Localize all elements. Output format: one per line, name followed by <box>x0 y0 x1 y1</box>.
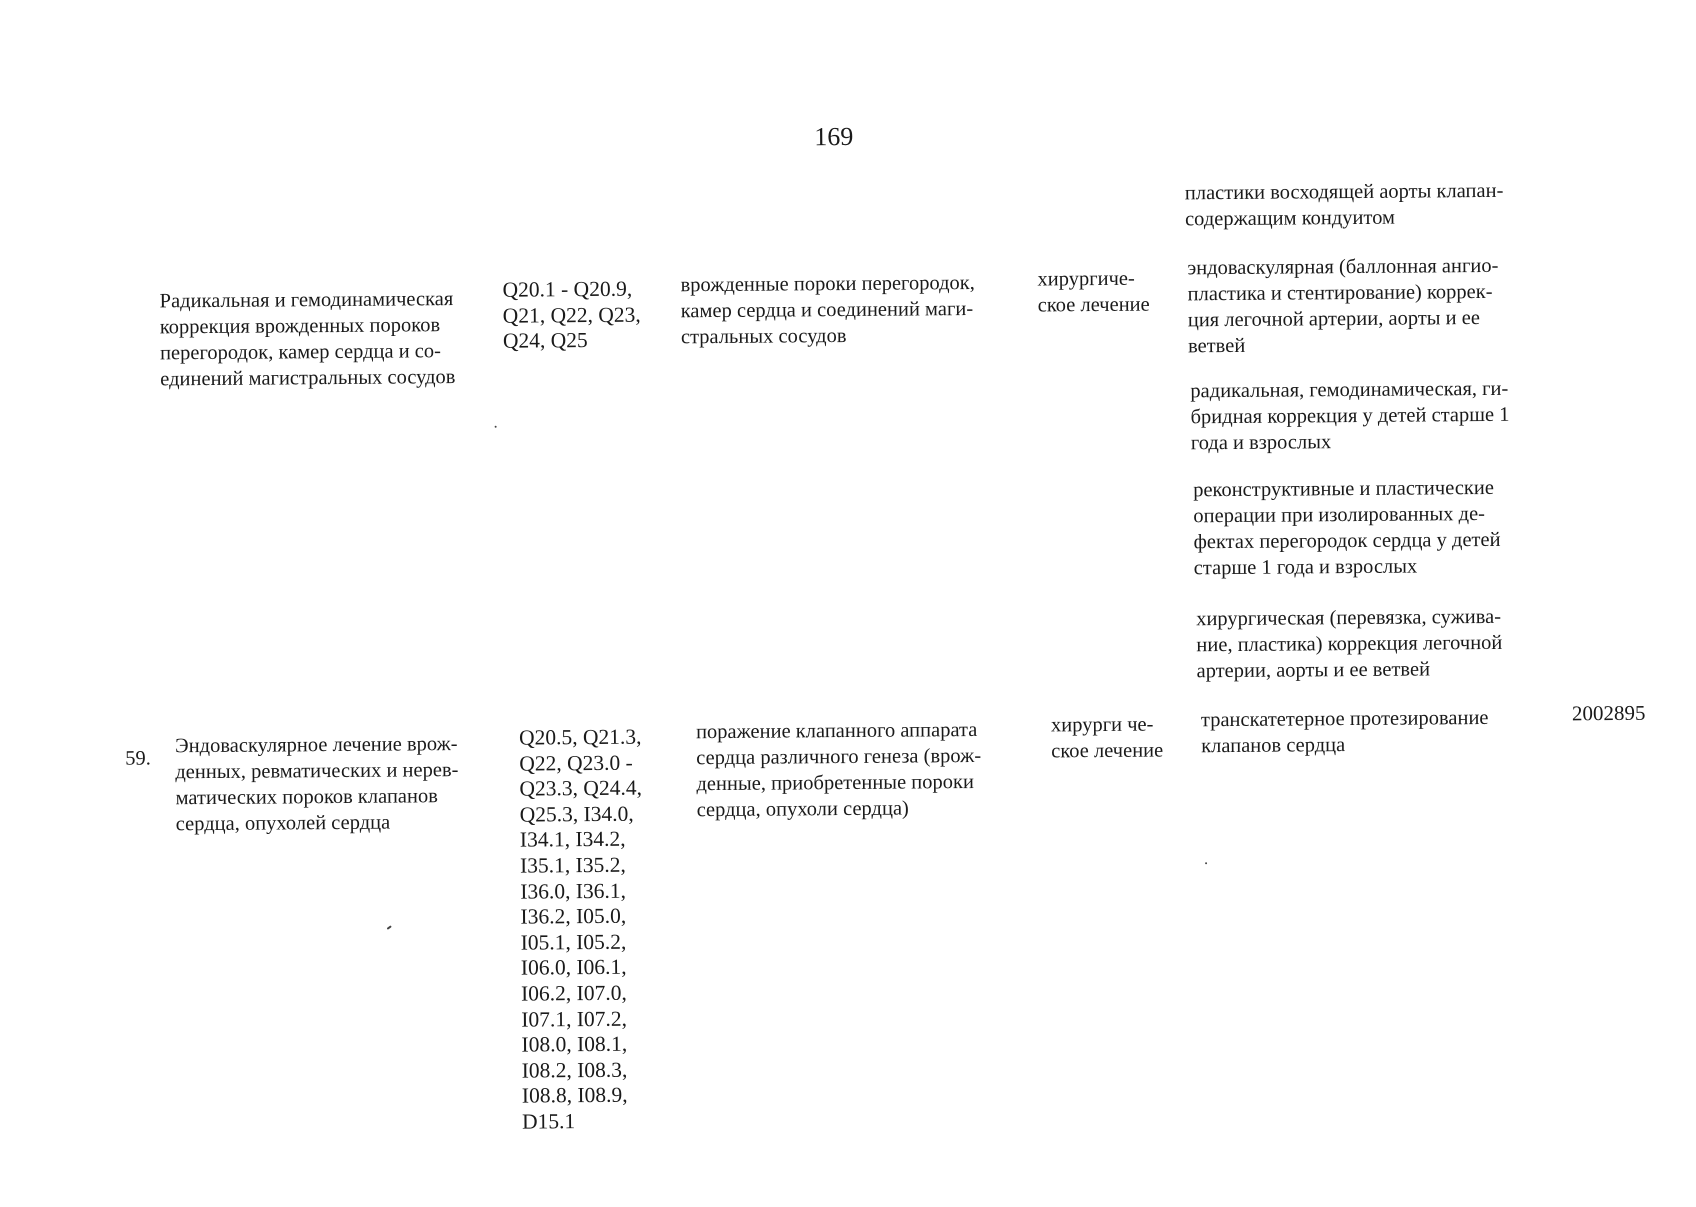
page-number: 169 <box>814 121 854 152</box>
row-codes-cell: Q20.1 - Q20.9, Q21, Q22, Q23, Q24, Q25 <box>502 276 641 353</box>
scan-speck <box>1205 862 1207 864</box>
row-cost-cell: 2002895 <box>1571 700 1646 726</box>
scan-speck <box>495 426 497 428</box>
row-treatment-cell: хирургиче- ское лечение <box>1037 267 1150 317</box>
row-treatment-cell: хирурги че- ское лечение <box>1050 713 1164 763</box>
row-model-cell: поражение клапанного аппарата сердца различного генеза (врож- денные, приобретенные пороки сердца, опухоли сердца) <box>695 718 982 822</box>
method-cell: хирургическая (перевязка, сужива- ние, пластика) коррекция легочной артерии, аорты и ее ветвей <box>1196 605 1503 683</box>
row-number-cell: 59. <box>125 747 151 770</box>
method-cell: реконструктивные и пластические операции при изолированных де- фектах перегородок сердца у детей старше 1 года и взрослых <box>1193 476 1501 580</box>
method-cell: пластики восходящей аорты клапан- содержащим кондуитом <box>1184 179 1504 231</box>
row-model-cell: врожденные пороки перегородок, камер сердца и соединений маги- стральных сосудов <box>680 271 975 349</box>
row-codes-cell: Q20.5, Q21.3, Q22, Q23.0 - Q23.3, Q24.4, Q25.3, I34.0, I34.1, I34.2, I35.1, I35.2, I36.0, I36.1, I36.2, I05.0, I05.1, I05.2, I06.0, I06.1, I06.2, I07.0, I07.1, I07.2, I08.0, I08.1, I08.2, I08.3, I08.8, I08.9, D15.1 <box>518 724 643 1134</box>
row-name-cell: Эндоваскулярное лечение врож- денных, ревматических и нерев- матических пороков клапанов сердца, опухолей сердца <box>175 733 459 836</box>
method-cell: радикальная, гемодинамическая, ги- бридная коррекция у детей старше 1 года и взрослых <box>1190 377 1510 455</box>
row-name-cell: Радикальная и гемодинамическая коррекция врожденных пороков перегородок, камер сердца и со- единений магистральных сосудов <box>159 288 456 391</box>
scan-speck <box>387 925 392 929</box>
method-cell: эндоваскулярная (баллонная ангио- пластика и стентирование) коррек- ция легочной артерии, аорты и ее ветвей <box>1187 254 1499 358</box>
method-cell: транскатетерное протезирование клапанов сердца <box>1200 706 1489 758</box>
